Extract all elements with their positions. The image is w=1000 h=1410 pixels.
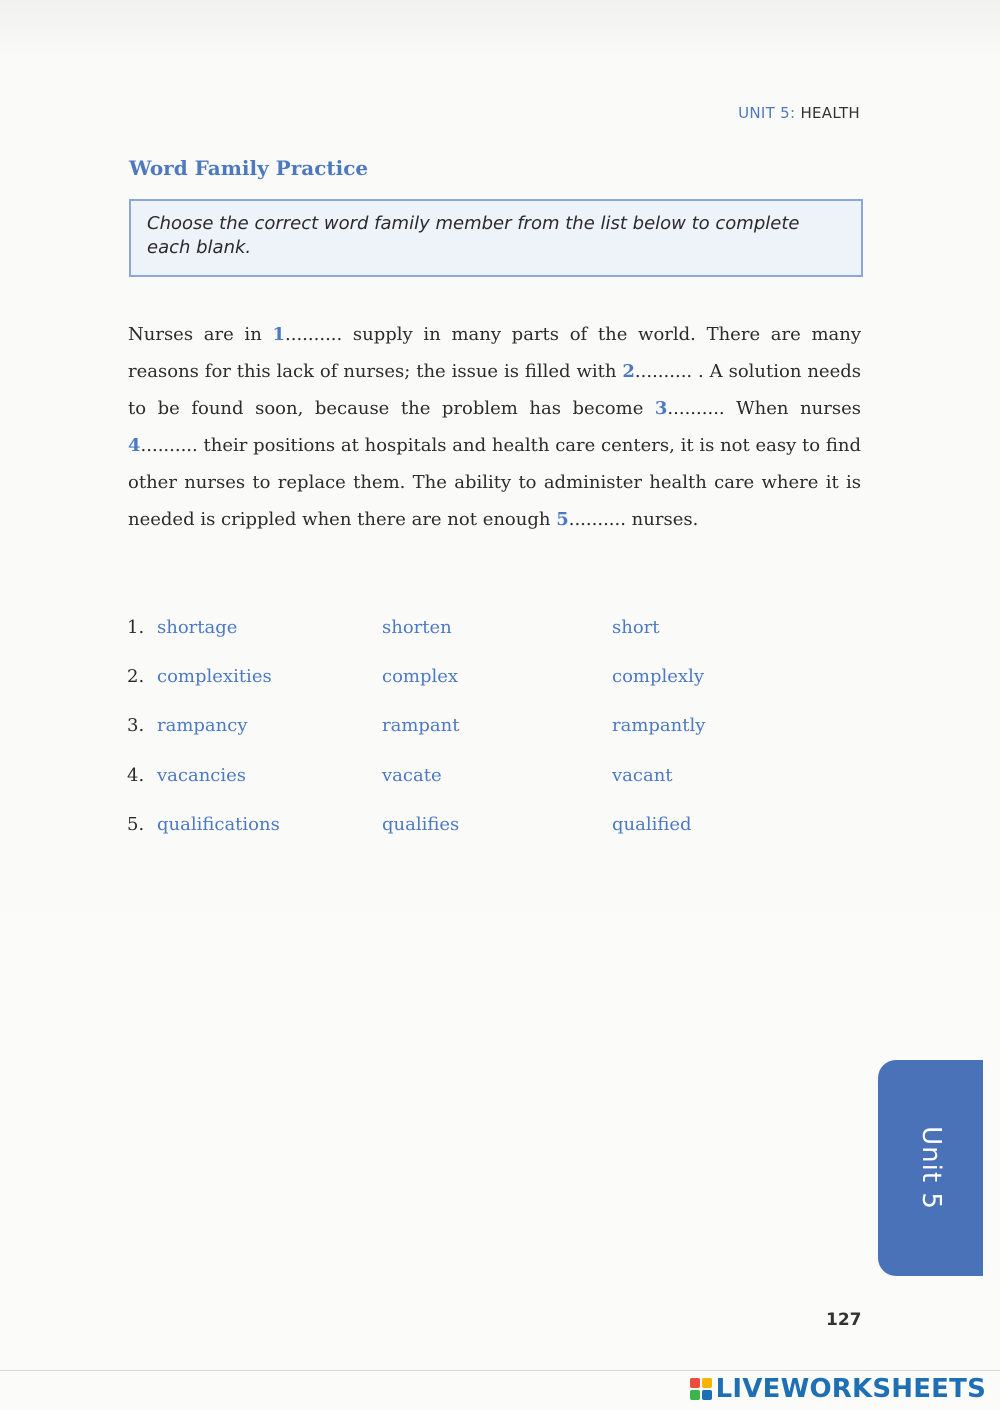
blank-1-number[interactable]: 1 xyxy=(272,324,286,345)
option-number: 2. xyxy=(127,666,145,687)
blank-2-number[interactable]: 2 xyxy=(622,361,635,382)
instructions-text: Choose the correct word family member from the list below to complete each blank. xyxy=(147,213,800,258)
option-row-4 xyxy=(0,765,1000,795)
blank-3-number[interactable]: 3 xyxy=(654,398,668,419)
instructions-box xyxy=(129,199,863,277)
blank-4-number[interactable]: 4 xyxy=(128,435,141,456)
option-word[interactable]: vacancies xyxy=(157,765,247,786)
unit-topic: HEALTH xyxy=(800,104,860,122)
option-word[interactable]: rampant xyxy=(382,715,460,736)
option-word[interactable]: qualifies xyxy=(382,814,460,835)
brand-name: LIVEWORKSHEETS xyxy=(715,1374,986,1404)
option-word[interactable]: rampancy xyxy=(157,715,248,736)
option-word[interactable]: rampantly xyxy=(612,715,706,736)
paragraph-text: .......... their positions at hospitals and health care centers, it is not easy to find other nurses to replace them. The ability to administer health care where it is needed is crippled when there are not enough xyxy=(128,435,861,530)
brand-footer[interactable] xyxy=(690,1373,986,1405)
paragraph-text: Nurses are in xyxy=(128,324,273,345)
option-number: 4. xyxy=(127,765,145,786)
paragraph-text: .......... . A solution needs to be found soon, because the problem has become xyxy=(128,361,861,419)
option-number: 1. xyxy=(127,617,145,638)
option-row-1 xyxy=(0,617,1000,647)
blank-5-number[interactable]: 5 xyxy=(556,509,569,530)
liveworksheets-logo-icon xyxy=(690,1378,712,1400)
option-word[interactable]: shorten xyxy=(382,617,452,638)
option-word[interactable]: qualified xyxy=(612,814,692,835)
option-word[interactable]: vacate xyxy=(382,765,442,786)
unit-tab-label: Unit 5 xyxy=(915,1126,946,1210)
option-word[interactable]: complexities xyxy=(157,666,272,687)
paragraph-text: .......... When nurses xyxy=(667,398,861,419)
option-word[interactable]: qualifications xyxy=(157,814,280,835)
paragraph-text: .......... supply in many parts of the world. There are many reasons for this lack of nurses; the issue is filled with xyxy=(128,324,862,382)
unit-side-tab xyxy=(878,1060,983,1276)
option-word[interactable]: complex xyxy=(382,666,459,687)
section-title: Word Family Practice xyxy=(129,156,369,180)
option-word[interactable]: complexly xyxy=(612,666,704,687)
option-number: 5. xyxy=(127,814,145,835)
option-word[interactable]: shortage xyxy=(157,617,238,638)
footer-divider xyxy=(0,1370,1000,1371)
unit-number: UNIT 5: xyxy=(738,104,796,122)
option-row-3 xyxy=(0,715,1000,745)
option-row-5 xyxy=(0,814,1000,844)
option-number: 3. xyxy=(127,715,145,736)
option-word[interactable]: vacant xyxy=(612,765,673,786)
unit-header xyxy=(738,104,860,122)
page-number: 127 xyxy=(826,1310,862,1330)
option-row-2 xyxy=(0,666,1000,696)
cloze-paragraph xyxy=(128,316,861,538)
paragraph-text: .......... nurses. xyxy=(568,509,699,530)
option-word[interactable]: short xyxy=(612,617,660,638)
